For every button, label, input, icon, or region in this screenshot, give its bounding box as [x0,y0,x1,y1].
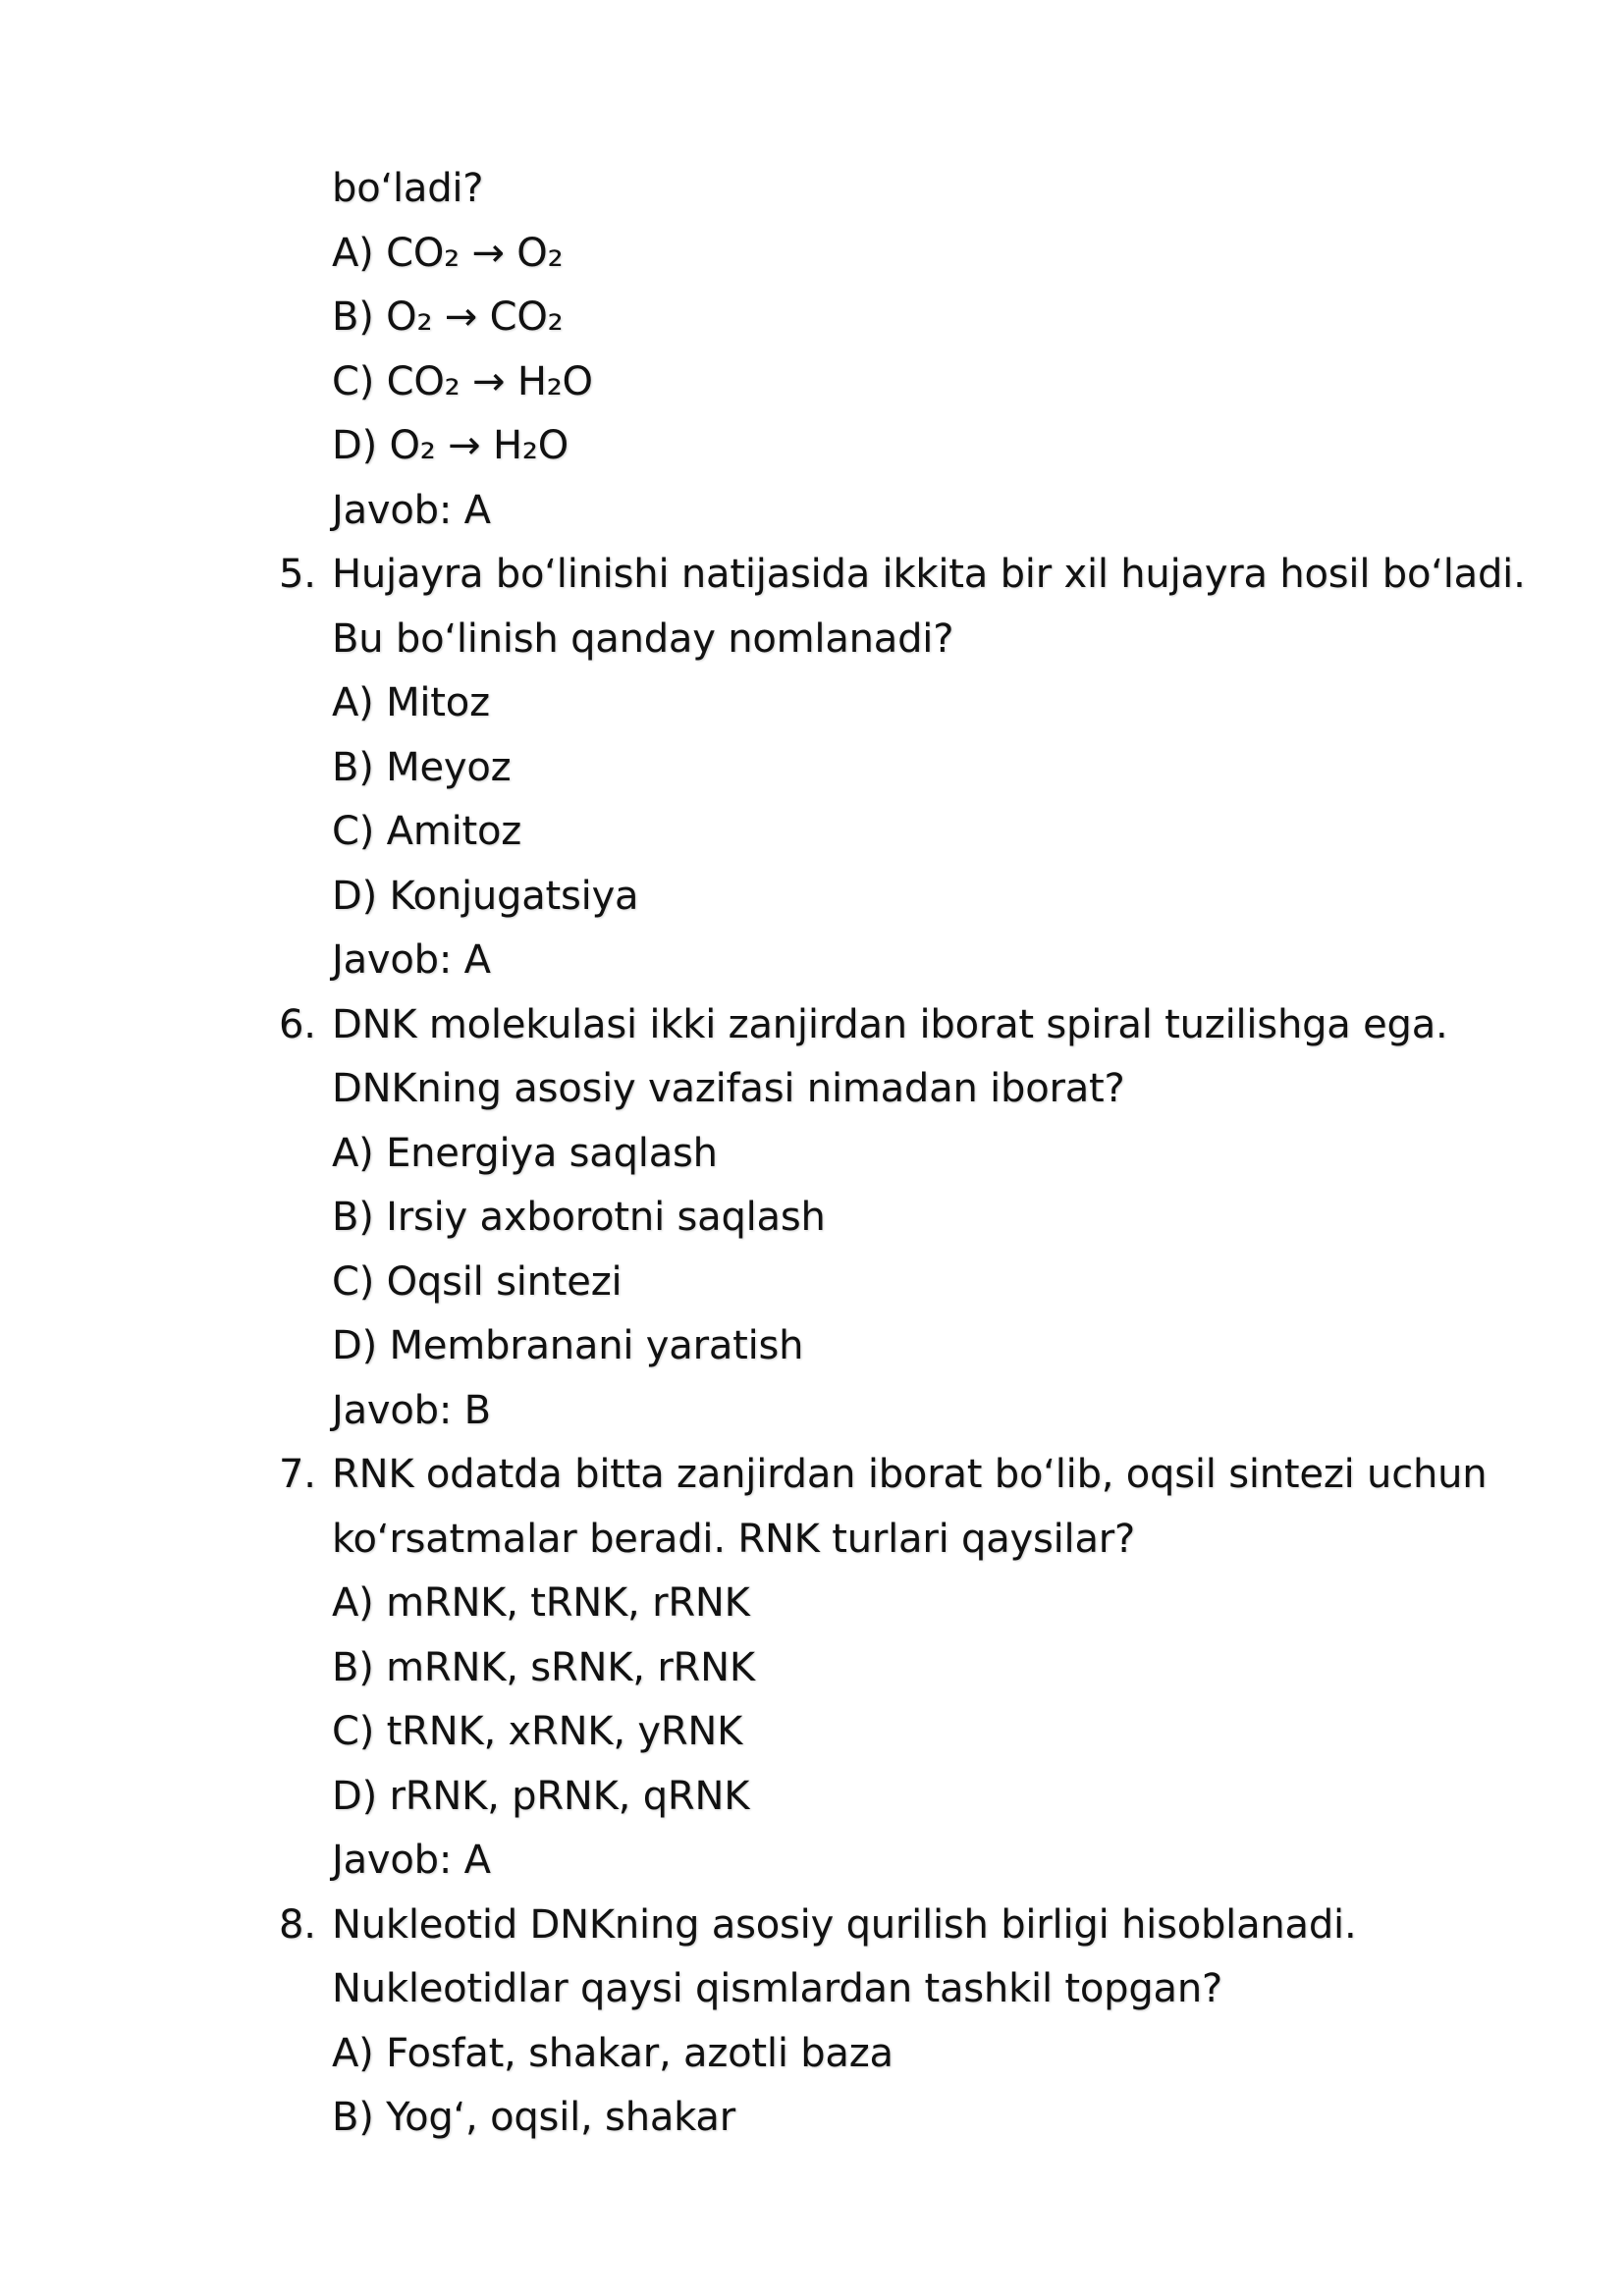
line-text: B) mRNK, sRNK, rRNK [332,1644,755,1690]
text-line [279,608,1526,672]
line-text: Javob: B [332,1387,491,1433]
text-line [279,1122,1526,1187]
text-line [279,350,1526,415]
text-line [279,671,1526,736]
text-line [279,1186,1526,1251]
text-line [279,1700,1526,1765]
line-text: D) Membranani yaratish [332,1323,804,1368]
question-number: 8. [279,1901,316,1948]
text-line [279,222,1526,287]
line-text: Javob: A [332,487,491,533]
text-line [279,2086,1526,2151]
question-number: 6. [279,1001,316,1047]
text-line [279,1508,1526,1573]
text-line [279,929,1526,993]
text-line [279,1314,1526,1379]
line-text: Nukleotidlar qaysi qismlardan tashkil topgan? [332,1966,1223,2011]
text-line [279,286,1526,350]
line-text: B) Irsiy axborotni saqlash [332,1195,826,1240]
line-text: C) Amitoz [332,809,522,854]
text-line [279,1251,1526,1315]
line-text: A) Mitoz [332,680,490,725]
line-text: C) CO₂ → H₂O [332,358,593,404]
text-line [279,865,1526,930]
text-line [279,479,1526,544]
line-text: ko‘rsatmalar beradi. RNK turlari qaysilar? [332,1516,1136,1562]
text-line [279,1829,1526,1894]
text-line [279,1636,1526,1701]
line-text: A) Fosfat, shakar, azotli baza [332,2030,893,2076]
line-text: Javob: A [332,1838,491,1883]
line-text: C) tRNK, xRNK, yRNK [332,1709,743,1754]
question-list [279,157,1526,2151]
line-text: B) Yog‘, oqsil, shakar [332,2095,735,2140]
question-line [279,993,1526,1058]
text-line [279,1765,1526,1830]
line-text: A) CO₂ → O₂ [332,230,564,276]
question-line [279,1443,1526,1508]
line-text: D) rRNK, pRNK, qRNK [332,1773,750,1819]
line-text: C) Oqsil sintezi [332,1258,623,1305]
text-line [279,1379,1526,1444]
question-line [279,543,1526,608]
line-text: bo‘ladi? [332,166,484,211]
line-text: Javob: A [332,937,491,983]
line-text: RNK odatda bitta zanjirdan iborat bo‘lib, oqsil sintezi uchun [332,1452,1488,1497]
text-line [279,736,1526,801]
line-text: B) Meyoz [332,744,512,790]
line-text: DNKning asosiy vazifasi nimadan iborat? [332,1066,1125,1111]
text-line [279,157,1526,222]
line-text: Hujayra bo‘linishi natijasida ikkita bir xil hujayra hosil bo‘ladi. [332,552,1526,597]
line-text: B) O₂ → CO₂ [332,294,564,340]
line-text: DNK molekulasi ikki zanjirdan iborat spiral tuzilishga ega. [332,1001,1448,1047]
text-line [279,2022,1526,2087]
line-text: D) Konjugatsiya [332,873,639,919]
question-number: 5. [279,552,316,597]
line-text: A) mRNK, tRNK, rRNK [332,1580,750,1626]
text-line [279,1572,1526,1636]
text-line [279,800,1526,865]
line-text: Nukleotid DNKning asosiy qurilish birligi hisoblanadi. [332,1901,1357,1948]
text-line [279,1957,1526,2022]
line-text: A) Energiya saqlash [332,1130,718,1176]
question-line [279,1894,1526,1958]
line-text: D) O₂ → H₂O [332,423,568,468]
line-text: Bu bo‘linish qanday nomlanadi? [332,615,954,662]
text-line [279,414,1526,479]
question-number: 7. [279,1452,316,1497]
text-line [279,1057,1526,1122]
